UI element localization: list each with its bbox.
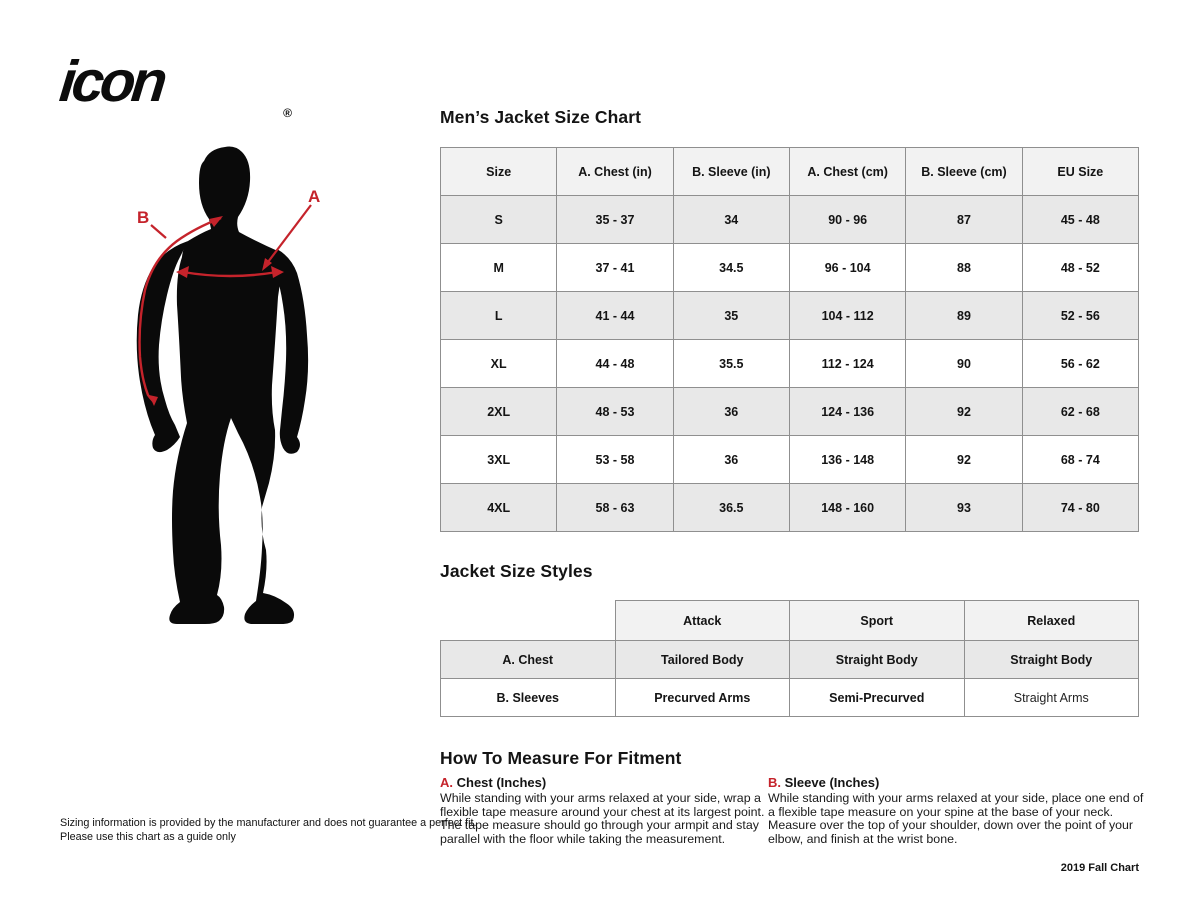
- size-chart-column-header: A. Chest (cm): [789, 148, 905, 196]
- size-chart-table: [440, 147, 1139, 532]
- sizing-disclaimer-line1: Sizing information is provided by the manufacturer and does not guarantee a perfect fit.: [60, 817, 477, 829]
- size-chart-cell: 68 - 74: [1022, 436, 1138, 484]
- measure-chest-heading-text: Chest (Inches): [456, 775, 547, 790]
- size-chart-cell: 48 - 53: [557, 388, 673, 436]
- styles-chart-table: [440, 600, 1139, 717]
- size-chart-cell: 96 - 104: [789, 244, 905, 292]
- size-chart-cell: M: [441, 244, 557, 292]
- size-chart-cell: 53 - 58: [557, 436, 673, 484]
- size-chart-cell: 34: [673, 196, 789, 244]
- size-chart-column-header: A. Chest (in): [557, 148, 673, 196]
- silhouette-right-arm: [275, 249, 308, 454]
- size-chart-header-row: [441, 148, 1139, 196]
- styles-chart-cell: Tailored Body: [615, 641, 790, 679]
- size-chart-cell: 36.5: [673, 484, 789, 532]
- size-chart-cell: 87: [906, 196, 1022, 244]
- styles-chart-cell: Precurved Arms: [615, 679, 790, 717]
- measure-chest-section: [440, 775, 778, 847]
- size-chart-cell: 92: [906, 388, 1022, 436]
- styles-chart-cell: Semi-Precurved: [790, 679, 965, 717]
- size-chart-cell: 44 - 48: [557, 340, 673, 388]
- size-chart-cell: 41 - 44: [557, 292, 673, 340]
- icon-logo-text: icon: [56, 49, 167, 114]
- chart-version-label: 2019 Fall Chart: [1060, 862, 1139, 874]
- size-chart-cell: 56 - 62: [1022, 340, 1138, 388]
- size-chart-cell: 37 - 41: [557, 244, 673, 292]
- size-chart-cell: 62 - 68: [1022, 388, 1138, 436]
- size-chart-cell: 148 - 160: [789, 484, 905, 532]
- size-chart-cell: 92: [906, 436, 1022, 484]
- styles-chart-title: Jacket Size Styles: [440, 561, 593, 581]
- size-chart-row: [441, 292, 1139, 340]
- size-chart-cell: L: [441, 292, 557, 340]
- size-chart-column-header: EU Size: [1022, 148, 1138, 196]
- size-chart-cell: 88: [906, 244, 1022, 292]
- styles-chart-row: [441, 641, 1139, 679]
- size-chart-row: [441, 340, 1139, 388]
- size-chart-cell: 48 - 52: [1022, 244, 1138, 292]
- measure-sleeve-section: [768, 775, 1146, 847]
- measure-sleeve-label: B.: [768, 775, 781, 790]
- styles-chart-cell: Straight Body: [964, 641, 1139, 679]
- styles-chart-column-header: Relaxed: [964, 601, 1139, 641]
- size-chart-row: [441, 484, 1139, 532]
- size-chart-cell: 89: [906, 292, 1022, 340]
- measure-sleeve-heading: [768, 775, 1146, 790]
- size-chart-cell: S: [441, 196, 557, 244]
- size-chart-cell: 104 - 112: [789, 292, 905, 340]
- size-chart-cell: 93: [906, 484, 1022, 532]
- sizing-disclaimer: [60, 817, 480, 844]
- size-chart-row: [441, 436, 1139, 484]
- measure-sleeve-heading-text: Sleeve (Inches): [784, 775, 880, 790]
- size-chart-row: [441, 388, 1139, 436]
- size-chart-cell: 35 - 37: [557, 196, 673, 244]
- size-chart-cell: 45 - 48: [1022, 196, 1138, 244]
- sizing-disclaimer-line2: Please use this chart as a guide only: [60, 830, 236, 843]
- size-chart-column-header: B. Sleeve (cm): [906, 148, 1022, 196]
- styles-chart-cell: Straight Arms: [964, 679, 1139, 717]
- measure-sleeve-body: While standing with your arms relaxed at your side, place one end of a flexible tape measure on your spine at the base of your neck. Measure over the top of your shoulder, down over the point of your elbow, and finish at the wrist bone.: [768, 791, 1144, 847]
- size-chart-row: [441, 196, 1139, 244]
- registered-trademark-icon: ®: [283, 106, 292, 120]
- icon-logo: [56, 49, 292, 122]
- styles-chart-empty-corner: [441, 601, 616, 641]
- size-chart-cell: 35.5: [673, 340, 789, 388]
- size-chart-cell: 124 - 136: [789, 388, 905, 436]
- measure-chest-label: A.: [440, 775, 453, 790]
- size-chart-cell: 2XL: [441, 388, 557, 436]
- size-chart-cell: 3XL: [441, 436, 557, 484]
- male-silhouette-figure: [125, 145, 345, 645]
- styles-chart-column-header: Attack: [615, 601, 790, 641]
- size-chart-cell: XL: [441, 340, 557, 388]
- size-chart-title: Men’s Jacket Size Chart: [440, 107, 642, 127]
- styles-chart-header-row: [441, 601, 1139, 641]
- size-chart-cell: 90 - 96: [789, 196, 905, 244]
- styles-chart-column-header: Sport: [790, 601, 965, 641]
- styles-chart-row-label: B. Sleeves: [441, 679, 616, 717]
- styles-chart-cell: Straight Body: [790, 641, 965, 679]
- size-chart-cell: 52 - 56: [1022, 292, 1138, 340]
- size-chart-cell: 35: [673, 292, 789, 340]
- size-chart-row: [441, 244, 1139, 292]
- silhouette-body: [169, 147, 294, 624]
- measurement-figure: [125, 145, 345, 645]
- measure-section-title: How To Measure For Fitment: [440, 748, 682, 768]
- size-chart-cell: 4XL: [441, 484, 557, 532]
- label-b-pointer-line: [151, 225, 166, 238]
- size-chart-cell: 90: [906, 340, 1022, 388]
- size-chart-cell: 136 - 148: [789, 436, 905, 484]
- label-a-pointer-line: [265, 205, 311, 266]
- size-chart-column-header: B. Sleeve (in): [673, 148, 789, 196]
- size-chart-column-header: Size: [441, 148, 557, 196]
- size-chart-cell: 58 - 63: [557, 484, 673, 532]
- figure-label-a: A: [308, 187, 321, 206]
- size-chart-cell: 34.5: [673, 244, 789, 292]
- size-chart-cell: 36: [673, 388, 789, 436]
- styles-chart-row: [441, 679, 1139, 717]
- figure-label-b: B: [137, 208, 150, 227]
- styles-chart-row-label: A. Chest: [441, 641, 616, 679]
- size-chart-cell: 74 - 80: [1022, 484, 1138, 532]
- measure-chest-heading: [440, 775, 778, 790]
- size-chart-cell: 36: [673, 436, 789, 484]
- measure-chest-body: While standing with your arms relaxed at your side, wrap a flexible tape measure around your chest at its largest point. The tape measure should go through your armpit and stay parallel with the floor while taking the measurement.: [440, 791, 765, 847]
- size-chart-cell: 112 - 124: [789, 340, 905, 388]
